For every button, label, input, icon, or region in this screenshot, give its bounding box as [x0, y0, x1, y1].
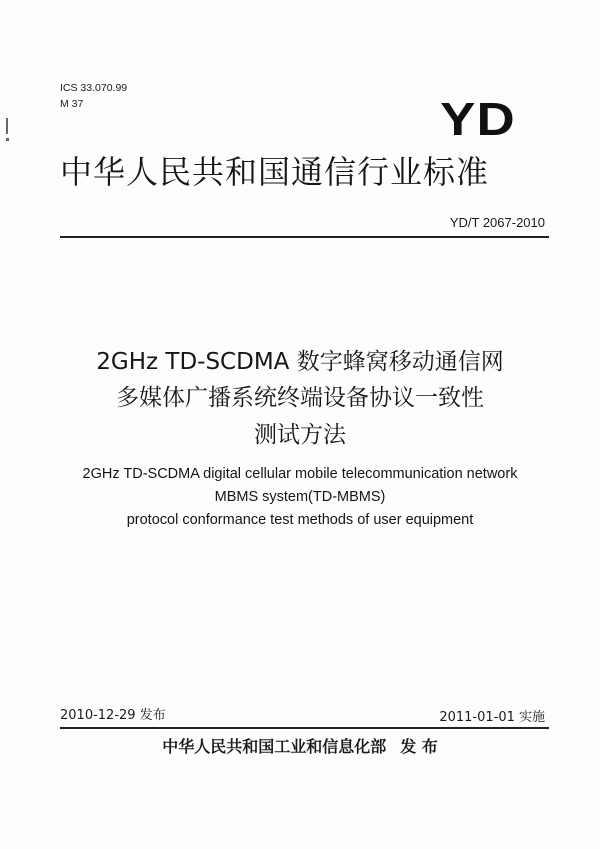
document-title-en-line2: MBMS system(TD-MBMS) [214, 489, 386, 505]
header-divider [60, 236, 549, 238]
publisher-suffix: 发 布 [400, 737, 438, 756]
scan-margin-dot [6, 138, 9, 141]
standard-title: 中华人民共和国通信行业标准 [60, 153, 490, 191]
document-title-en-line1: 2GHz TD-SCDMA digital cellular mobile telecommunication network [82, 466, 518, 482]
footer-divider [60, 727, 549, 729]
publisher-line [0, 734, 600, 757]
ics-code: ICS 33.070.99 [60, 82, 128, 94]
document-title-cn-line1: 2GHz TD-SCDMA 数字蜂窝移动通信网 [96, 349, 504, 375]
standard-number: YD/T 2067-2010 [449, 215, 545, 230]
document-title-en-line3: protocol conformance test methods of user equipment [126, 512, 474, 528]
scan-margin-mark [6, 118, 8, 134]
document-title-cn-line2: 多媒体广播系统终端设备协议一致性 [116, 385, 484, 411]
classification-block [60, 80, 127, 112]
yd-logo: YD [440, 93, 516, 145]
implementation-date: 2011-01-01 实施 [439, 710, 545, 725]
classification-code: M 37 [60, 98, 84, 110]
publisher-name: 中华人民共和国工业和信息化部 [162, 737, 387, 756]
issue-date: 2010-12-29 发布 [60, 708, 166, 723]
document-title-cn-line3: 测试方法 [254, 422, 346, 448]
